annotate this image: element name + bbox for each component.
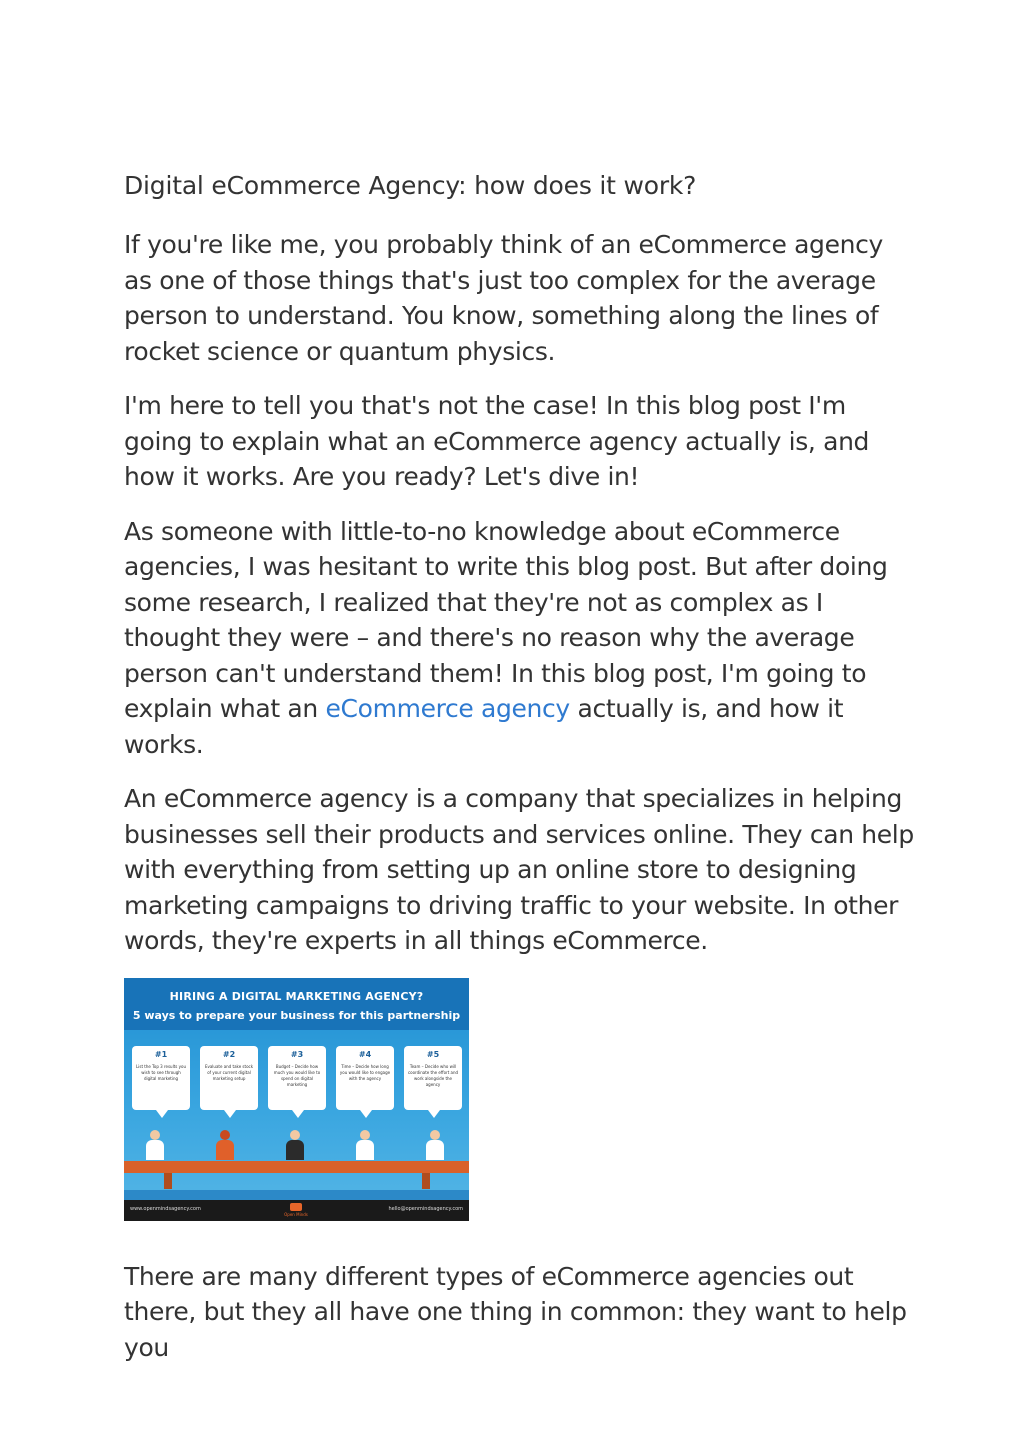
- infographic-website: www.openmindsagency.com: [130, 1205, 201, 1212]
- paragraph-3: [124, 514, 914, 763]
- card-text: Evaluate and take stock of your current digital marketing setup: [204, 1063, 254, 1081]
- infographic-card-2: [200, 1046, 258, 1110]
- infographic-subtitle: 5 ways to prepare your business for this partnership: [132, 1008, 461, 1022]
- person-illustration: [286, 1130, 304, 1160]
- article: [124, 168, 914, 1384]
- table-leg: [422, 1173, 430, 1189]
- card-number: #4: [358, 1049, 372, 1059]
- card-text: List the Top 3 results you wish to see through digital marketing: [136, 1063, 186, 1081]
- infographic-title: HIRING A DIGITAL MARKETING AGENCY?: [169, 989, 424, 1003]
- paragraph-5: There are many different types of eCommerce agencies out there, but they all have one thing in common: they want to help you: [124, 1261, 907, 1362]
- card-text: Team – Decide who will coordinate the effort and work alongside the agency: [407, 1063, 459, 1087]
- card-text: Time – Decide how long you would like to engage with the agency: [339, 1063, 391, 1081]
- person-illustration: [216, 1130, 234, 1160]
- table-illustration: [124, 1161, 469, 1173]
- infographic-card-3: [268, 1046, 326, 1110]
- infographic-footer: [124, 1200, 469, 1221]
- card-text: Budget – Decide how much you would like to spend on digital marketing: [273, 1063, 321, 1087]
- person-illustration: [356, 1130, 374, 1160]
- person-illustration: [426, 1130, 444, 1160]
- infographic-header: [124, 978, 469, 1030]
- logo-text: Open Minds: [284, 1211, 308, 1217]
- infographic-card-1: [132, 1046, 190, 1110]
- infographic-card-4: [336, 1046, 394, 1110]
- paragraph-3-text-after: actually is, and how it works.: [124, 694, 844, 759]
- floor-illustration: [124, 1190, 469, 1200]
- logo-mark-icon: [290, 1203, 302, 1211]
- card-number: #5: [426, 1049, 440, 1059]
- infographic-image: [124, 978, 469, 1221]
- person-illustration: [146, 1130, 164, 1160]
- card-number: #2: [222, 1049, 236, 1059]
- paragraph-4: An eCommerce agency is a company that specializes in helping businesses sell their products and services online. They can help with everything from setting up an online store to designing marketing campaigns to driving traffic to your website. In other words, they're experts in all things eCommerce.: [124, 784, 914, 955]
- infographic-email: hello@openmindsagency.com: [388, 1205, 463, 1212]
- open-minds-logo: [283, 1203, 309, 1218]
- card-number: #3: [290, 1049, 304, 1059]
- article-title: Digital eCommerce Agency: how does it work?: [124, 171, 697, 200]
- paragraph-1: If you're like me, you probably think of an eCommerce agency as one of those things that's just too complex for the average person to understand. You know, something along the lines of rocket science or quantum physics.: [124, 230, 883, 366]
- infographic-card-5: [404, 1046, 462, 1110]
- ecommerce-agency-link[interactable]: eCommerce agency: [325, 694, 570, 723]
- table-leg: [164, 1173, 172, 1189]
- card-number: #1: [154, 1049, 168, 1059]
- paragraph-3-text-before: As someone with little-to-no knowledge about eCommerce agencies, I was hesitant to write this blog post. But after doing some research, I realized that they're not as complex as I thought they were – and there's no reason why the average person can't understand them! In this blog post, I'm going to explain what an: [124, 516, 888, 723]
- paragraph-2: I'm here to tell you that's not the case! In this blog post I'm going to explain what an eCommerce agency actually is, and how it works. Are you ready? Let's dive in!: [124, 391, 870, 491]
